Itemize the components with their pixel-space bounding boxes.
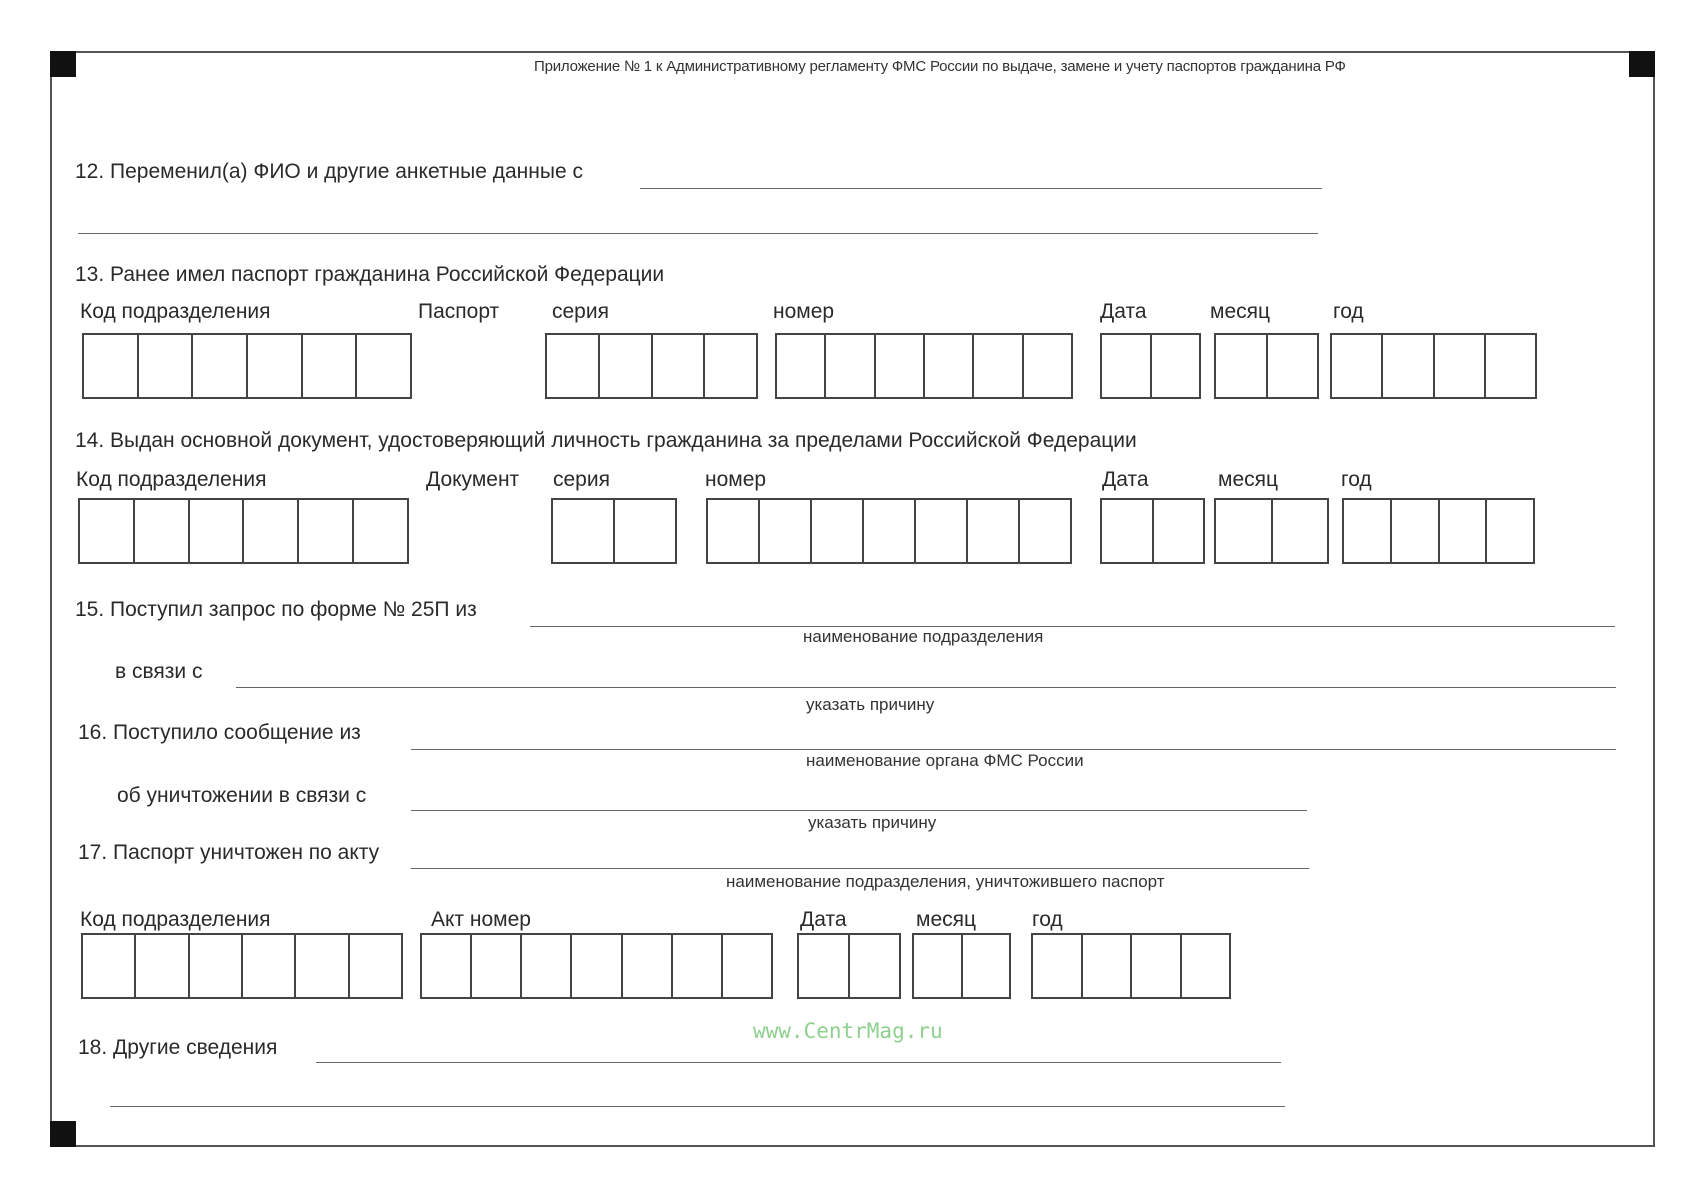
input-cell[interactable] [547,335,600,397]
s13-nomer-boxes[interactable] [775,333,1073,399]
s18-field-1[interactable] [316,1062,1281,1063]
input-cell[interactable] [1487,500,1533,562]
s17-field-1[interactable] [411,868,1309,869]
watermark: www.CentrMag.ru [753,1019,943,1043]
input-cell[interactable] [864,500,916,562]
input-cell[interactable] [600,335,653,397]
s17-label: 17. Паспорт уничтожен по акту [78,841,380,864]
input-cell[interactable] [354,500,407,562]
input-cell[interactable] [1083,935,1133,997]
input-cell[interactable] [1332,335,1383,397]
s14-year-boxes[interactable] [1342,498,1535,564]
input-cell[interactable] [422,935,472,997]
input-cell[interactable] [673,935,723,997]
input-cell[interactable] [135,500,190,562]
input-cell[interactable] [139,335,194,397]
input-cell[interactable] [80,500,135,562]
s17-month-boxes[interactable] [912,933,1011,999]
s16-field-2[interactable] [411,810,1307,811]
input-cell[interactable] [472,935,522,997]
s17-data-label: Дата [800,908,847,931]
input-cell[interactable] [826,335,875,397]
s14-kod-label: Код подразделения [76,468,267,491]
s14-kod-boxes[interactable] [78,498,409,564]
s12-label: 12. Переменил(а) ФИО и другие анкетные данные с [75,160,583,183]
input-cell[interactable] [522,935,572,997]
input-cell[interactable] [1102,500,1154,562]
input-cell[interactable] [916,500,968,562]
corner-marker-bottom-left [50,1121,76,1147]
input-cell[interactable] [850,935,899,997]
form-header: Приложение № 1 к Административному регламенту ФМС России по выдаче, замене и учету паспортов гражданина РФ [534,58,1346,75]
input-cell[interactable] [1383,335,1434,397]
input-cell[interactable] [623,935,673,997]
input-cell[interactable] [1440,500,1488,562]
input-cell[interactable] [705,335,756,397]
input-cell[interactable] [1020,500,1070,562]
s13-month-boxes[interactable] [1214,333,1319,399]
input-cell[interactable] [1268,335,1318,397]
input-cell[interactable] [974,335,1023,397]
s14-mesyac-label: месяц [1218,468,1279,491]
input-cell[interactable] [357,335,410,397]
s14-nomer-label: номер [705,468,767,491]
s17-kod-label: Код подразделения [80,908,271,931]
s13-doc-label: Паспорт [418,300,500,323]
corner-marker-top-right [1629,51,1655,77]
input-cell[interactable] [303,335,358,397]
input-cell[interactable] [83,935,136,997]
s13-data-label: Дата [1100,300,1147,323]
s13-seria-boxes[interactable] [545,333,758,399]
input-cell[interactable] [190,935,243,997]
input-cell[interactable] [299,500,354,562]
input-cell[interactable] [925,335,974,397]
s18-label: 18. Другие сведения [78,1036,278,1059]
input-cell[interactable] [1273,500,1328,562]
input-cell[interactable] [1216,335,1268,397]
s15-field-1[interactable] [530,626,1615,627]
s17-god-label: год [1032,908,1063,931]
input-cell[interactable] [653,335,706,397]
input-cell[interactable] [1024,335,1071,397]
s13-seria-label: серия [552,300,609,323]
input-cell[interactable] [296,935,349,997]
input-cell[interactable] [1392,500,1440,562]
s15-caption-1: наименование подразделения [803,627,1044,646]
input-cell[interactable] [553,500,615,562]
input-cell[interactable] [1182,935,1230,997]
input-cell[interactable] [243,935,296,997]
s16-field-1[interactable] [411,749,1616,750]
s13-god-label: год [1333,300,1364,323]
s13-nomer-label: номер [773,300,835,323]
input-cell[interactable] [1216,500,1273,562]
s13-kod-label: Код подразделения [80,300,271,323]
s14-title: 14. Выдан основной документ, удостоверяющий личность гражданина за пределами Российской Федерации [75,429,1137,452]
s16-caption-2: указать причину [808,813,937,832]
corner-marker-top-left [50,51,76,77]
s13-mesyac-label: месяц [1210,300,1271,323]
s12-field-1[interactable] [640,188,1322,189]
input-cell[interactable] [963,935,1010,997]
input-cell[interactable] [777,335,826,397]
s17-day-boxes[interactable] [797,933,901,999]
input-cell[interactable] [193,335,248,397]
input-cell[interactable] [812,500,864,562]
input-cell[interactable] [1102,335,1152,397]
input-cell[interactable] [914,935,963,997]
input-cell[interactable] [615,500,675,562]
input-cell[interactable] [1344,500,1392,562]
input-cell[interactable] [244,500,299,562]
input-cell[interactable] [1132,935,1182,997]
s17-akt-boxes[interactable] [420,933,773,999]
s14-data-label: Дата [1102,468,1149,491]
s14-day-boxes[interactable] [1100,498,1205,564]
s13-day-boxes[interactable] [1100,333,1201,399]
s14-nomer-boxes[interactable] [706,498,1072,564]
input-cell[interactable] [799,935,850,997]
s17-kod-boxes[interactable] [81,933,403,999]
s14-god-label: год [1341,468,1372,491]
s15-label: 15. Поступил запрос по форме № 25П из [75,598,477,621]
s16-label-2: об уничтожении в связи с [117,784,367,807]
input-cell[interactable] [1154,500,1204,562]
s14-seria-label: серия [553,468,610,491]
s17-caption-1: наименование подразделения, уничтожившего паспорт [726,872,1165,891]
s18-field-2[interactable] [110,1106,1285,1107]
s14-seria-boxes[interactable] [551,498,677,564]
input-cell[interactable] [876,335,925,397]
input-cell[interactable] [84,335,139,397]
input-cell[interactable] [1033,935,1083,997]
s16-label: 16. Поступило сообщение из [78,721,361,744]
s13-kod-boxes[interactable] [82,333,412,399]
s15-caption-2: указать причину [806,695,935,714]
input-cell[interactable] [1486,335,1535,397]
s17-mesyac-label: месяц [916,908,977,931]
s12-field-2[interactable] [78,233,1318,234]
s15-label-2: в связи с [115,660,203,683]
s13-year-boxes[interactable] [1330,333,1537,399]
s15-field-2[interactable] [236,687,1616,688]
s17-year-boxes[interactable] [1031,933,1231,999]
input-cell[interactable] [572,935,622,997]
input-cell[interactable] [723,935,771,997]
input-cell[interactable] [136,935,189,997]
s13-title: 13. Ранее имел паспорт гражданина Российской Федерации [75,263,665,286]
input-cell[interactable] [760,500,812,562]
input-cell[interactable] [968,500,1020,562]
s17-akt-label: Акт номер [431,908,531,931]
s14-doc-label: Документ [426,468,520,491]
input-cell[interactable] [1152,335,1200,397]
input-cell[interactable] [1435,335,1486,397]
input-cell[interactable] [248,335,303,397]
s16-caption-1: наименование органа ФМС России [806,751,1084,770]
input-cell[interactable] [708,500,760,562]
s14-month-boxes[interactable] [1214,498,1329,564]
input-cell[interactable] [350,935,401,997]
input-cell[interactable] [190,500,245,562]
